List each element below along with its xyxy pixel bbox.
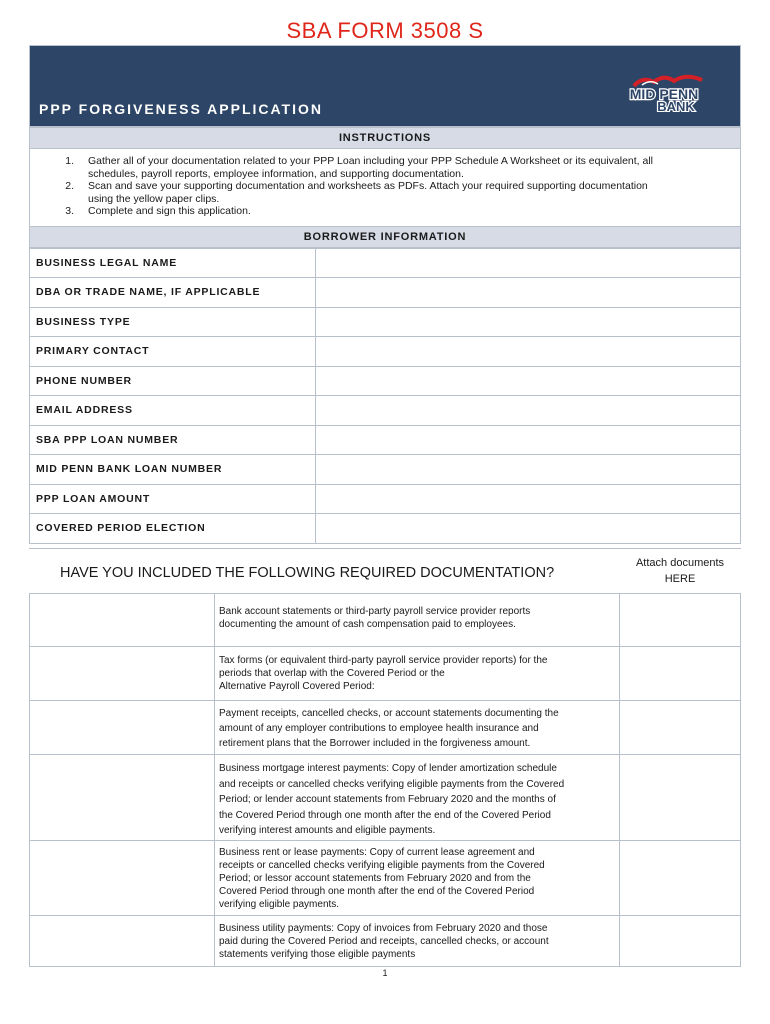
field-row-loan-amount: PPP LOAN AMOUNT <box>30 484 740 514</box>
doc-item-rent-lease: Business rent or lease payments: Copy of current lease agreement and receipts or cancelled checks verifying eligible payments from the Covered Period; or lessor account statements from February 2020 and from the Covered Period through one month after the end of the Covered Period verifying eligible payments. <box>29 840 741 915</box>
doc-checkbox-area[interactable] <box>29 594 215 646</box>
application-title: PPP FORGIVENESS APPLICATION <box>39 101 324 117</box>
field-row-covered-period: COVERED PERIOD ELECTION <box>30 514 740 543</box>
attach-documents-label: Attach documents HERE <box>635 557 725 585</box>
attach-slot[interactable] <box>619 647 741 700</box>
field-row-sba-loan-number: SBA PPP LOAN NUMBER <box>30 425 740 455</box>
borrower-info-table <box>30 248 740 543</box>
doc-checkbox-area[interactable] <box>29 841 215 915</box>
field-row-primary-contact: PRIMARY CONTACT <box>30 337 740 367</box>
logo-text-1: MID PENN <box>629 86 699 102</box>
covered-period-input[interactable] <box>316 514 741 543</box>
doc-checkbox-area[interactable] <box>29 647 215 700</box>
field-row-phone-number: PHONE NUMBER <box>30 366 740 396</box>
instruction-item: 2. Scan and save your supporting documentation and worksheets as PDFs. Attach your required supporting documentation using the yellow paper clips. <box>65 180 648 205</box>
phone-number-input[interactable] <box>316 366 741 396</box>
doc-checkbox-area[interactable] <box>29 755 215 840</box>
email-address-input[interactable] <box>316 396 741 426</box>
form-header <box>30 46 740 127</box>
doc-item-utility-payments: Business utility payments: Copy of invoices from February 2020 and those paid during the Covered Period and receipts, cancelled checks, or account statements verifying those eligible payments <box>29 915 741 966</box>
attach-slot[interactable] <box>619 701 741 754</box>
attach-slot[interactable] <box>619 916 741 966</box>
bank-loan-number-input[interactable] <box>316 455 741 485</box>
logo-text-2: BANK <box>657 99 695 112</box>
doc-item-payment-receipts: Payment receipts, cancelled checks, or account statements documenting the amount of any employer contributions to employee health insurance and retirement plans that the Borrower included in the forgiveness amount. <box>29 700 741 754</box>
doc-item-tax-forms: Tax forms (or equivalent third-party payroll service provider reports) for the periods that overlap with the Covered Period or the Alternative Payroll Covered Period: <box>29 646 741 700</box>
field-row-business-type: BUSINESS TYPE <box>30 307 740 337</box>
documentation-bottom-border <box>29 966 741 967</box>
doc-item-mortgage-interest: Business mortgage interest payments: Copy of lender amortization schedule and receipts or cancelled checks verifying eligible payments from the Covered Period; or lender account statements from February 2020 and the months of the Covered Period through one month after the end of the Covered Period verifying interest amounts and eligible payments. <box>29 754 741 840</box>
loan-amount-input[interactable] <box>316 484 741 514</box>
doc-checkbox-area[interactable] <box>29 916 215 966</box>
attach-slot[interactable] <box>619 755 741 840</box>
instruction-item: 1. Gather all of your documentation related to your PPP Loan including your PPP Schedule A Worksheet or its equivalent, all schedules, payroll reports, employee information, and supporting documentation. <box>65 155 654 180</box>
field-row-email-address: EMAIL ADDRESS <box>30 396 740 426</box>
form-title: SBA FORM 3508 S <box>286 18 484 43</box>
field-row-dba-name: DBA OR TRADE NAME, IF APPLICABLE <box>30 278 740 308</box>
documentation-header <box>29 548 741 593</box>
application-form <box>29 45 741 544</box>
instructions-list <box>30 149 740 226</box>
doc-checkbox-area[interactable] <box>29 701 215 754</box>
primary-contact-input[interactable] <box>316 337 741 367</box>
borrower-info-heading: BORROWER INFORMATION <box>30 226 740 248</box>
instruction-item: 3. Complete and sign this application. <box>65 205 251 217</box>
field-row-business-legal-name: BUSINESS LEGAL NAME <box>30 248 740 278</box>
field-row-bank-loan-number: MID PENN BANK LOAN NUMBER <box>30 455 740 485</box>
business-type-input[interactable] <box>316 307 741 337</box>
instructions-heading: INSTRUCTIONS <box>30 127 740 149</box>
business-legal-name-input[interactable] <box>316 248 741 278</box>
attach-slot[interactable] <box>619 594 741 646</box>
sba-loan-number-input[interactable] <box>316 425 741 455</box>
mid-penn-bank-logo <box>614 72 714 112</box>
documentation-question: HAVE YOU INCLUDED THE FOLLOWING REQUIRED DOCUMENTATION? <box>60 565 555 581</box>
page-number: 1 <box>382 968 388 978</box>
attach-slot[interactable] <box>619 841 741 915</box>
dba-name-input[interactable] <box>316 278 741 308</box>
doc-item-bank-statements: Bank account statements or third-party payroll service provider reports documenting the amount of cash compensation paid to employees. <box>29 593 741 646</box>
documentation-section <box>29 548 741 967</box>
